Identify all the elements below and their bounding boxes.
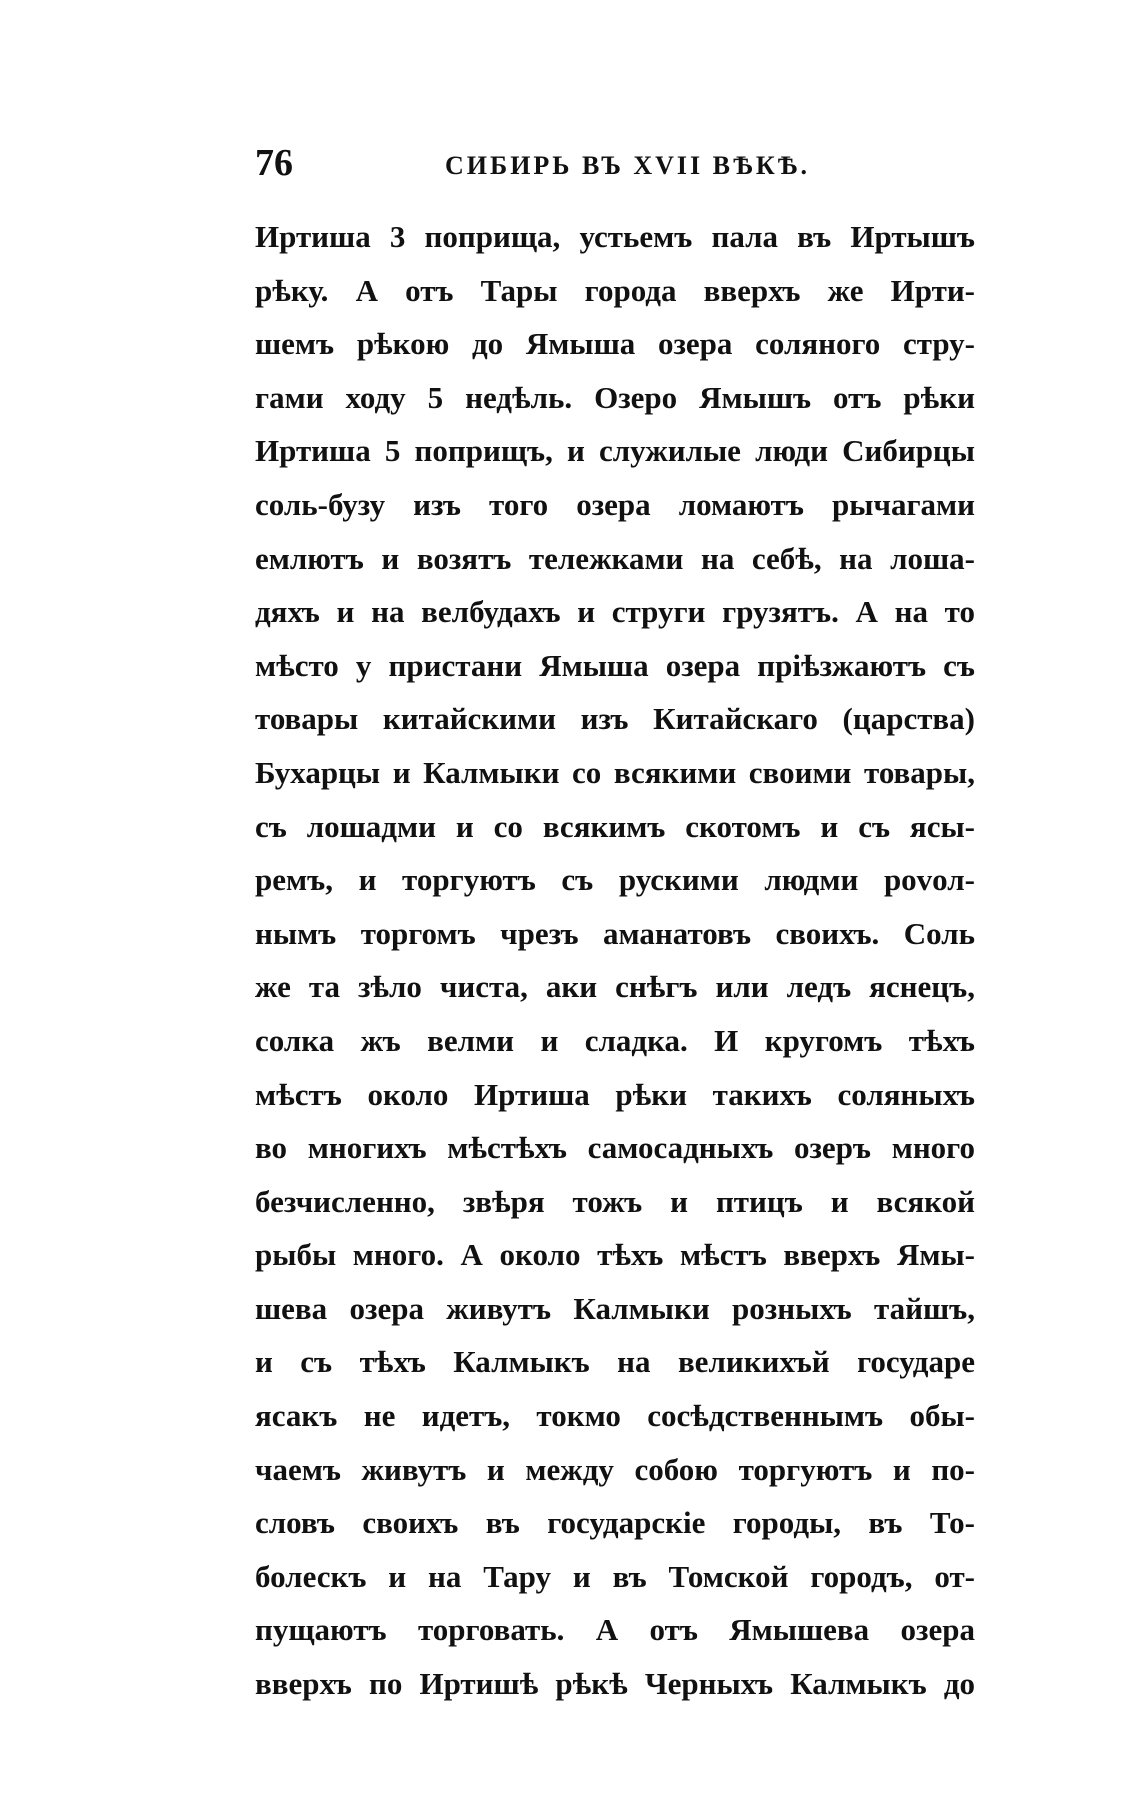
body-text bbox=[255, 210, 975, 1711]
running-title: СИБИРЬ ВЪ XVII ВѢКѢ. bbox=[445, 151, 811, 180]
text-line: шева озера живутъ Калмыки розныхъ тайшъ, bbox=[255, 1290, 975, 1326]
text-line: съ лошадми и со всякимъ скотомъ и съ ясы- bbox=[255, 808, 975, 844]
text-line: нымъ торгомъ чрезъ аманатовъ своихъ. Соль bbox=[255, 915, 975, 951]
text-line: же та зѣло чиста, аки снѣгъ или ледъ яснецъ, bbox=[255, 969, 975, 1005]
text-line: мѣстъ около Иртиша рѣки такихъ соляныхъ bbox=[255, 1076, 975, 1112]
text-line: и съ тѣхъ Калмыкъ на великихъй государе bbox=[255, 1344, 975, 1380]
text-line: товары китайскими изъ Китайскаго (царства) bbox=[255, 701, 975, 737]
text-line: рыбы много. А около тѣхъ мѣстъ вверхъ Ямы- bbox=[255, 1237, 975, 1273]
running-head bbox=[255, 138, 975, 198]
text-line: чаемъ живутъ и между собою торгуютъ и по- bbox=[255, 1451, 975, 1487]
text-line: мѣсто у пристани Ямыша озера пріѣзжаютъ съ bbox=[255, 647, 975, 683]
text-line: во многихъ мѣстѣхъ самосадныхъ озеръ много bbox=[255, 1130, 975, 1166]
text-line: словъ своихъ въ государскіе городы, въ То- bbox=[255, 1505, 975, 1541]
text-line: Иртиша 5 поприщъ, и служилые люди Сибирцы bbox=[255, 433, 975, 469]
text-line: вверхъ по Иртишѣ рѣкѣ Черныхъ Калмыкъ до bbox=[255, 1666, 975, 1702]
text-line: Бухарцы и Калмыки со всякими своими товары, bbox=[255, 754, 975, 790]
text-line: шемъ рѣкою до Ямыша озера соляного стру- bbox=[255, 326, 975, 362]
page-number: 76 bbox=[255, 142, 293, 184]
text-line: пущаютъ торговать. А отъ Ямышева озера bbox=[255, 1612, 975, 1648]
text-line: солка жъ велми и сладка. И кругомъ тѣхъ bbox=[255, 1022, 975, 1058]
text-line: безчисленно, звѣря тожъ и птицъ и всякой bbox=[255, 1183, 975, 1219]
text-line: ремъ, и торгуютъ съ рускими людми povол- bbox=[255, 862, 975, 898]
text-line: емлютъ и возятъ тележками на себѣ, на лоша- bbox=[255, 540, 975, 576]
text-line: дяхъ и на велбудахъ и струги грузятъ. А на то bbox=[255, 594, 975, 630]
text-line: ясакъ не идетъ, токмо сосѣдственнымъ обы- bbox=[255, 1398, 975, 1434]
text-line: рѣку. А отъ Тары города вверхъ же Ирти- bbox=[255, 272, 975, 308]
text-line: болескъ и на Тару и въ Томской городъ, от- bbox=[255, 1558, 975, 1594]
text-line: соль-бузу изъ того озера ломаютъ рычагами bbox=[255, 486, 975, 522]
text-line: гами ходу 5 недѣль. Озеро Ямышъ отъ рѣки bbox=[255, 379, 975, 415]
text-line: Иртиша 3 поприща, устьемъ пала въ Иртышъ bbox=[255, 219, 975, 254]
